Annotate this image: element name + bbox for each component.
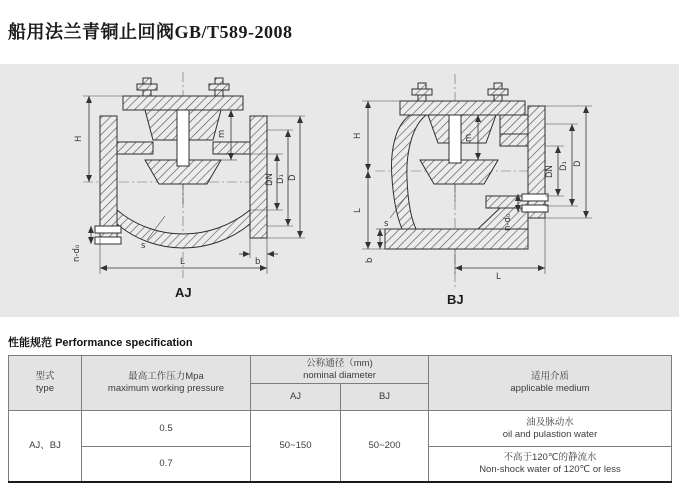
- bj-nut-right: [488, 89, 508, 95]
- bj-dim-nd-label: n-d₀: [503, 213, 513, 231]
- aj-upper-wall-right: [213, 142, 250, 154]
- aj-stem: [177, 110, 189, 166]
- bj-valve-drawing: [350, 66, 660, 314]
- cell-dn-bj: 50~200: [341, 411, 429, 482]
- aj-upper-wall-left: [117, 142, 153, 154]
- spec-heading: [8, 334, 193, 350]
- col-subheader-bj: BJ: [341, 384, 429, 411]
- page-title: 船用法兰青铜止回阀GB/T589-2008: [8, 22, 293, 42]
- spec-heading-en: Performance specification: [55, 337, 193, 349]
- aj-dim-dn-label: DN: [265, 173, 275, 186]
- bj-left-wall: [392, 115, 428, 246]
- col-header-pressure: [82, 356, 251, 411]
- aj-nut-left: [137, 84, 157, 90]
- aj-dim-l-label: L: [180, 257, 185, 267]
- col-header-dn-zh: 公称通径（mm): [306, 357, 373, 369]
- col-header-type-zh: 型式: [35, 371, 55, 383]
- aj-left-flange: [100, 116, 117, 238]
- cell-medium-2-zh: 不高于120℃的静流水: [503, 451, 597, 463]
- aj-dim-s-label: s: [141, 241, 146, 251]
- cell-medium-2-en: Non-shock water of 120℃ or less: [479, 463, 621, 475]
- cell-type: AJ、BJ: [9, 411, 82, 482]
- bj-body-step: [500, 115, 528, 134]
- performance-spec-table: [8, 355, 672, 483]
- aj-dim-nd-label: n-d₀: [72, 244, 82, 262]
- bj-dim-l-bottom-label: L: [496, 272, 501, 282]
- cell-pressure-1: 0.5: [82, 411, 251, 447]
- bj-bottom-flange: [385, 229, 528, 249]
- col-header-medium-zh: 适用介质: [530, 371, 569, 383]
- bj-bonnet-cover: [400, 101, 525, 115]
- table-row: [9, 411, 672, 447]
- bj-figure-label: BJ: [447, 292, 464, 307]
- col-header-nominal-diameter: [251, 356, 429, 384]
- col-header-type: [9, 356, 82, 411]
- aj-dim-h-label: H: [74, 135, 84, 142]
- col-header-pressure-en: maximum working pressure: [107, 383, 225, 394]
- bj-outlet-upper-wall: [500, 134, 528, 146]
- aj-dim-d1-label: D₁: [276, 174, 286, 184]
- bj-dim-h-label: H: [353, 132, 363, 139]
- aj-bonnet-cover: [123, 96, 243, 110]
- aj-figure-label: AJ: [175, 285, 192, 300]
- col-subheader-aj: AJ: [251, 384, 341, 411]
- col-header-medium-en: applicable medium: [510, 383, 590, 394]
- bj-dim-m-label: m: [464, 133, 474, 142]
- spec-heading-zh: 性能规范: [8, 337, 52, 349]
- cell-medium-1-en: oil and pulastion water: [502, 428, 598, 440]
- col-header-dn-en: nominal diameter: [303, 369, 376, 381]
- bj-bonnet-neck: [428, 115, 496, 143]
- aj-lower-wall: [117, 210, 250, 248]
- bj-dim-d-label: D: [573, 160, 583, 167]
- bj-dim-s-label: s: [384, 219, 389, 229]
- aj-dim-b-label: b: [255, 257, 261, 267]
- col-header-type-en: type: [36, 383, 54, 394]
- bj-dim-d1-label: D₁: [559, 161, 569, 171]
- cell-pressure-2: 0.7: [82, 447, 251, 482]
- cell-medium-1: [429, 411, 672, 447]
- bj-dim-b-label: b: [365, 257, 375, 263]
- aj-dim-m-label: m: [217, 129, 227, 138]
- bj-dim-l-left-label: L: [353, 208, 363, 213]
- bj-stem: [449, 115, 461, 163]
- bj-disc: [420, 160, 498, 184]
- cell-dn-aj: 50~150: [251, 411, 341, 482]
- cell-medium-1-zh: 油及脉动水: [526, 416, 574, 428]
- bj-nut-left: [412, 89, 432, 95]
- cell-medium-2: [429, 447, 672, 482]
- drawings-panel: [0, 64, 679, 317]
- bj-valve-body: [385, 83, 545, 249]
- aj-valve-drawing: [25, 66, 335, 314]
- bj-dim-dn-label: DN: [545, 165, 555, 178]
- aj-dim-d-label: D: [288, 174, 298, 181]
- col-header-medium: [429, 356, 672, 411]
- col-header-pressure-zh: 最高工作压力Mpa: [128, 371, 204, 383]
- aj-nut-right: [209, 84, 229, 90]
